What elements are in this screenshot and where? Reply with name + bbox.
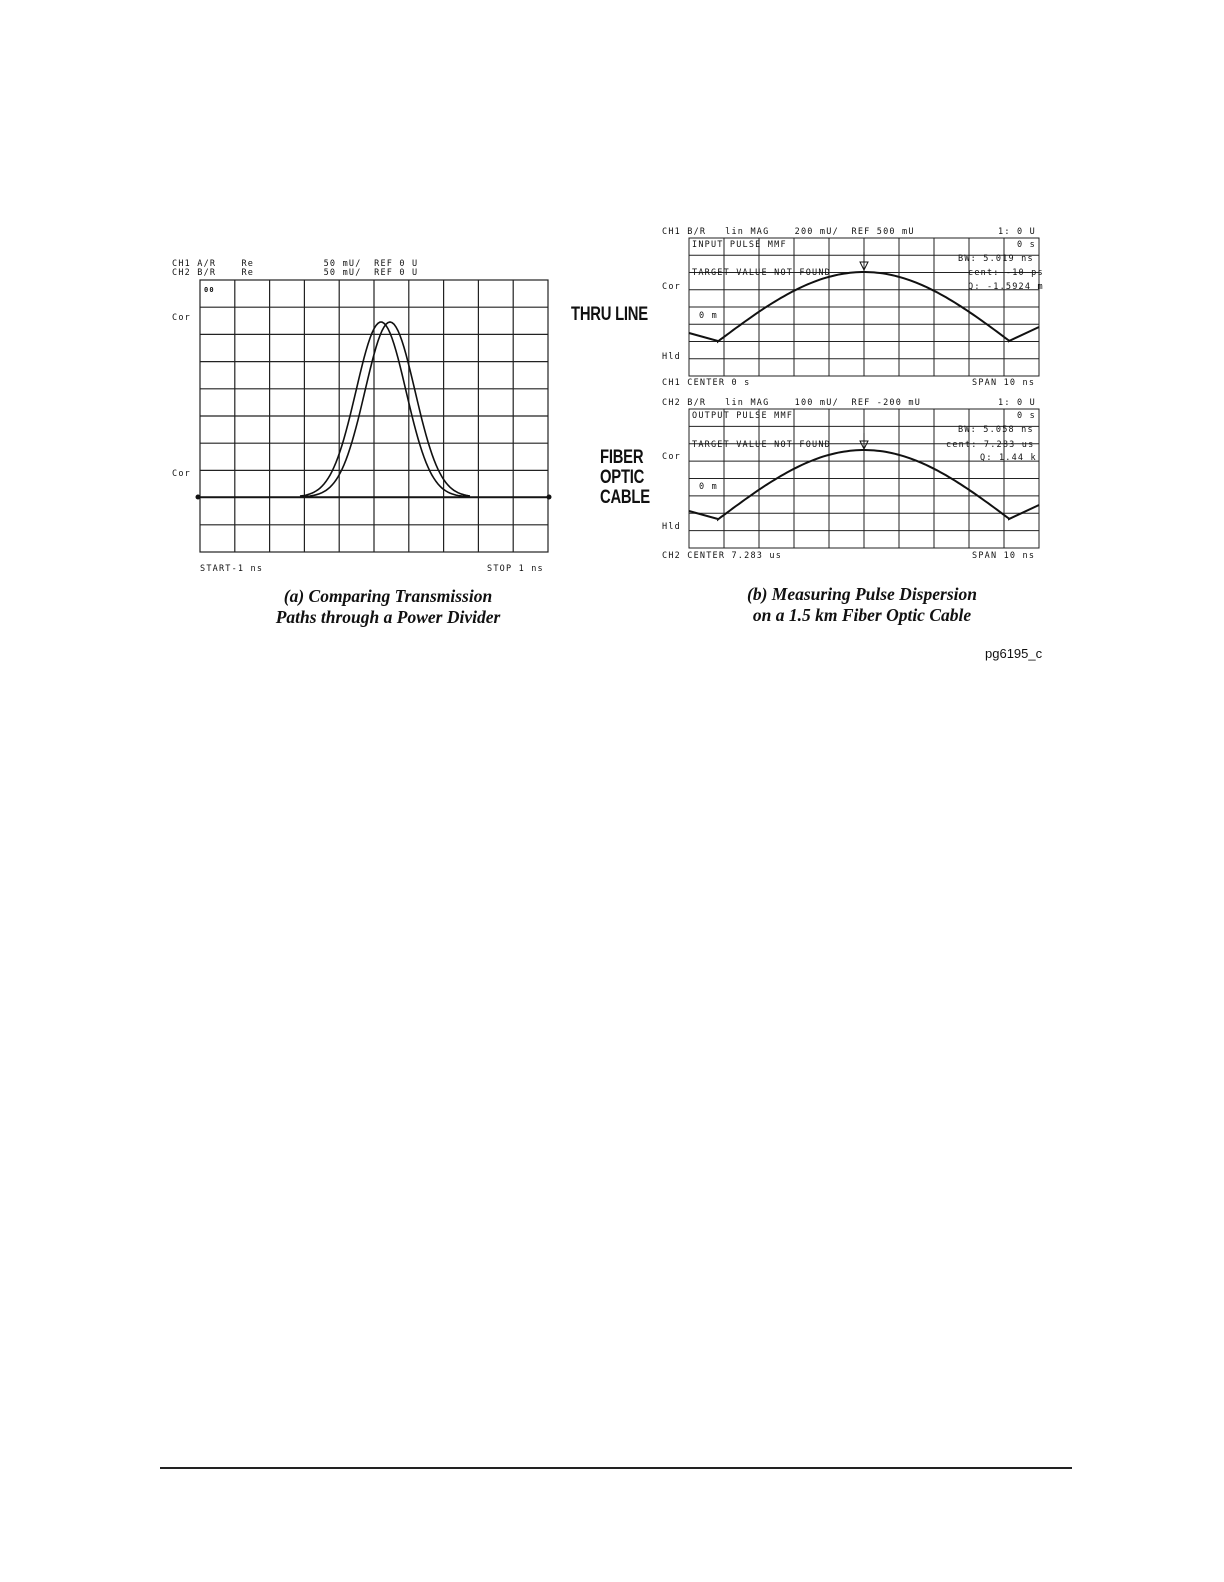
panel-b-top-marker-value: 0 s	[1017, 240, 1036, 250]
panel-b-caption-line1: (b) Measuring Pulse Dispersion	[747, 584, 977, 604]
panel-b-bottom-span: SPAN 10 ns	[972, 551, 1036, 561]
panel-b-top-bw: BW: 5.019 ns	[958, 254, 1034, 264]
panel-a-caption-line2: Paths through a Power Divider	[275, 607, 501, 627]
optic-label: OPTIC	[600, 467, 645, 488]
panel-a-start-label: START-1 ns	[200, 564, 264, 574]
panel-b-caption-line2: on a 1.5 km Fiber Optic Cable	[752, 605, 972, 625]
panel-a-badge: 00	[204, 286, 215, 294]
panel-b-top-center: CH1 CENTER 0 s	[662, 378, 751, 388]
thru-line-label: THRU LINE	[571, 304, 648, 325]
panel-b-bottom-cent: cent: 7.283 us	[946, 440, 1035, 450]
panel-a-stop-label: STOP 1 ns	[487, 564, 544, 574]
panel-b-top-hld-label: Hld	[662, 352, 681, 362]
panel-b-bottom-marker-readout: 1: 0 U	[998, 398, 1036, 408]
panel-b-bottom-marker-value: 0 s	[1017, 411, 1036, 421]
panel-a-header-line2: CH2 B/R Re 50 mU/ REF 0 U	[172, 268, 419, 278]
figure-id: pg6195_c	[985, 646, 1043, 661]
panel-b-top-target-msg: TARGET VALUE NOT FOUND	[692, 268, 831, 278]
panel-b-top-q: Q: -1.5924 m	[968, 282, 1044, 292]
panel-b-top-header: CH1 B/R lin MAG 200 mU/ REF 500 mU	[662, 227, 915, 237]
fiber-label: FIBER	[600, 447, 644, 468]
panel-b-bottom-center: CH2 CENTER 7.283 us	[662, 551, 783, 561]
panel-b-top-span: SPAN 10 ns	[972, 378, 1036, 388]
panel-b-bottom-q: Q: 1.44 k	[980, 453, 1037, 463]
panel-b-top-marker-readout: 1: 0 U	[998, 227, 1036, 237]
panel-b-bottom-ref-marker: 0 m	[699, 482, 718, 492]
panel-b-bottom-cor-label: Cor	[662, 452, 681, 462]
panel-b-bottom-header: CH2 B/R lin MAG 100 mU/ REF -200 mU	[662, 398, 922, 408]
cable-label: CABLE	[600, 487, 650, 508]
panel-b-top-trace-label: INPUT PULSE MMF	[692, 240, 787, 250]
panel-a-cor-label-bottom: Cor	[172, 469, 191, 479]
panel-b-bottom-hld-label: Hld	[662, 522, 681, 532]
panel-b-top-cent: cent: -10 ps	[968, 268, 1044, 278]
panel-a-header-line1: CH1 A/R Re 50 mU/ REF 0 U	[172, 259, 419, 269]
panel-b-top-cor-label: Cor	[662, 282, 681, 292]
panel-b-top-ref-marker: 0 m	[699, 311, 718, 321]
panel-a-cor-label-top: Cor	[172, 313, 191, 323]
panel-b-bottom-target-msg: TARGET VALUE NOT FOUND	[692, 440, 831, 450]
panel-b-bottom-trace-label: OUTPUT PULSE MMF	[692, 411, 794, 421]
panel-a-caption-line1: (a) Comparing Transmission	[283, 586, 493, 606]
panel-b-bottom-bw: BW: 5.058 ns	[958, 425, 1034, 435]
footer-rule	[160, 1467, 1072, 1469]
